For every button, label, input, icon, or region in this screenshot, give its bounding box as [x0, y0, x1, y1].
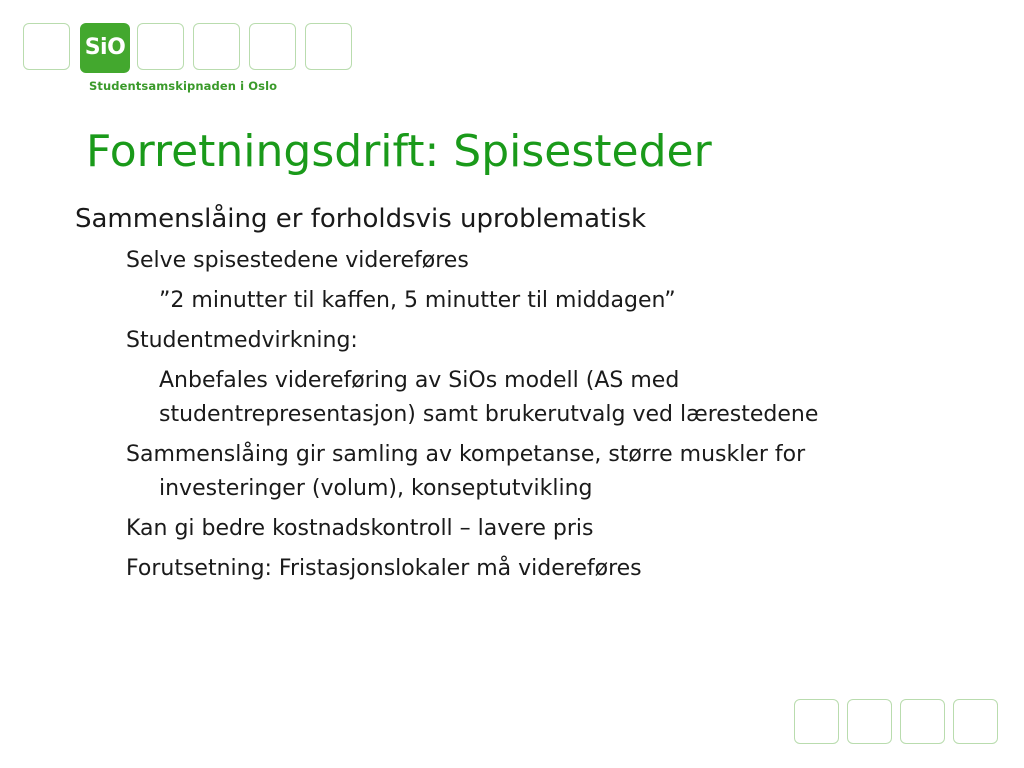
sub-bullet-sios-modell: Anbefales videreføring av SiOs modell (AS med studentrepresentasjon) samt brukerutvalg ved lærestedene [159, 368, 819, 427]
bullet-main: Sammenslåing er forholdsvis uproblematisk [75, 204, 647, 234]
decorative-box [137, 23, 184, 70]
bullet-kostnadskontroll: Kan gi bedre kostnadskontroll – lavere pris [126, 516, 594, 541]
bullet-fristasjonslokaler: Forutsetning: Fristasjonslokaler må videreføres [126, 556, 642, 581]
slide-title: Forretningsdrift: Spisesteder [86, 126, 712, 177]
decorative-box [23, 23, 70, 70]
decorative-box [794, 699, 839, 744]
sub-bullet-quote: ”2 minutter til kaffen, 5 minutter til middagen” [159, 288, 676, 313]
sio-logo: SiO [80, 23, 130, 73]
decorative-box [900, 699, 945, 744]
bullet-studentmedvirkning: Studentmedvirkning: [126, 328, 358, 353]
bullet-spisesteder: Selve spisestedene videreføres [126, 248, 469, 273]
decorative-box [193, 23, 240, 70]
slide-content [75, 200, 975, 586]
header-logo-row [23, 23, 355, 73]
footer-box-row [794, 699, 1000, 746]
decorative-box [305, 23, 352, 70]
decorative-box [249, 23, 296, 70]
decorative-box [953, 699, 998, 744]
decorative-box [847, 699, 892, 744]
bullet-kompetanse: Sammenslåing gir samling av kompetanse, større muskler for investeringer (volum), konseptutvikling [126, 442, 806, 501]
org-name: Studentsamskipnaden i Oslo [89, 79, 278, 93]
